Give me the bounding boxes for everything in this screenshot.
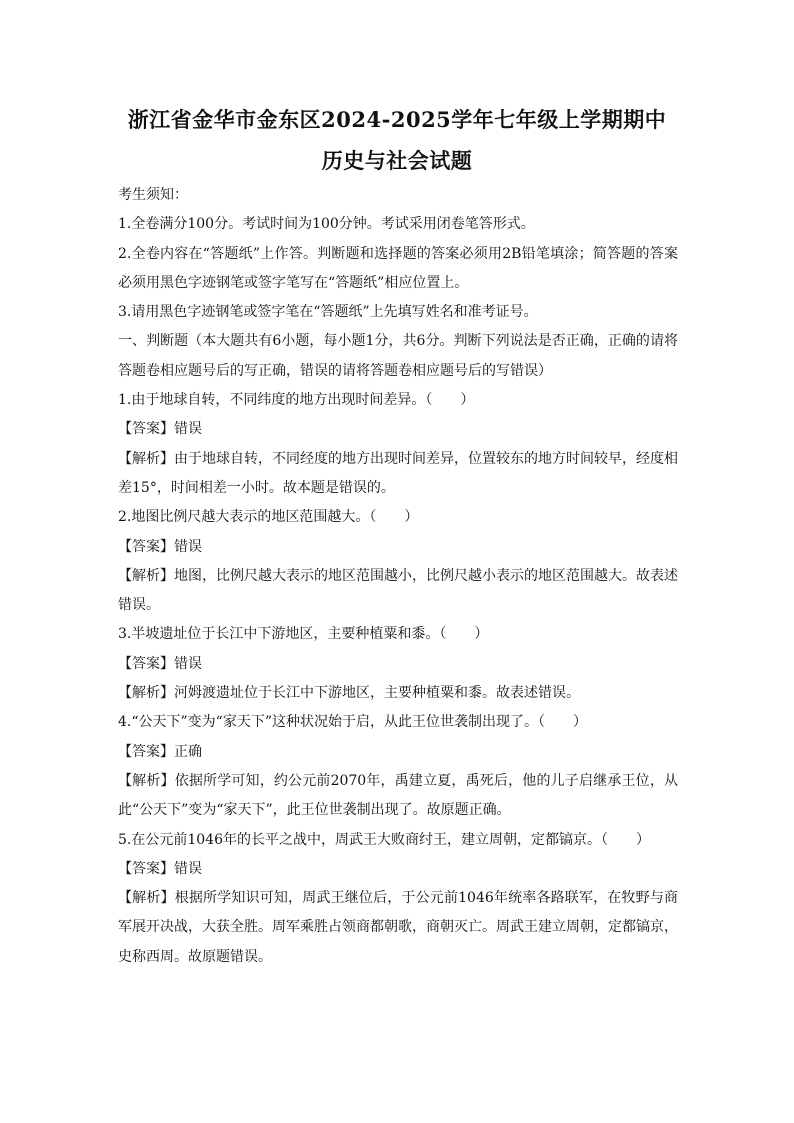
answer-tag: 【答案】: [118, 421, 174, 438]
analysis-tag: 【解析】: [118, 567, 174, 584]
answer-tag: 【答案】: [118, 655, 174, 672]
answer-tag: 【答案】: [118, 743, 174, 760]
answer-tag: 【答案】: [118, 538, 174, 555]
answer-line: [118, 415, 678, 444]
question-stem: 5.在公元前1046年的长平之战中，周武王大败商纣王，建立周朝，定都镐京。（ ）: [118, 831, 650, 848]
analysis-text: 依据所学可知，约公元前2070年，禹建立夏，禹死后，他的儿子启继承王位，从此“公天下”变为“家天下”，此王位世袭制出现了。故原题正确。: [118, 772, 678, 819]
analysis-tag: 【解析】: [118, 450, 174, 467]
analysis-tag: 【解析】: [118, 685, 174, 702]
analysis-text: 由于地球自转，不同经度的地方出现时间差异，位置较东的地方时间较早，经度相差15°，时间相差一小时。故本题是错误的。: [118, 450, 678, 496]
question-stem: 1.由于地球自转，不同纬度的地方出现时间差异。（ ）: [118, 392, 475, 409]
analysis-line: [118, 767, 678, 826]
section-heading: 一、判断题（本大题共有6小题，每小题1分，共6分。判断下列说法是否正确，正确的请将答题卷相应题号后的写正确，错误的请将答题卷相应题号后的写错误）: [118, 333, 678, 379]
answer-line: [118, 650, 678, 679]
notice-item: 1.全卷满分100分。考试时间为100分钟。考试采用闭卷笔答形式。: [118, 216, 535, 233]
document-subtitle: 历史与社会试题: [321, 148, 473, 173]
question-stem: 2.地图比例尺越大表示的地区范围越大。（ ）: [118, 509, 419, 526]
analysis-line: [118, 679, 678, 708]
analysis-line: [118, 445, 678, 504]
answer-line: [118, 738, 678, 767]
analysis-text: 河姆渡遗址位于长江中下游地区，主要种植粟和黍。故表述错误。: [174, 685, 580, 702]
answer-value: 错误: [174, 655, 202, 672]
notice-item: 3.请用黑色字迹钢笔或签字笔在“答题纸”上先填写姓名和准考证号。: [118, 304, 538, 321]
analysis-text: 地图，比例尺越大表示的地区范围越小，比例尺越小表示的地区范围越大。故表述错误。: [118, 567, 678, 614]
answer-value: 正确: [174, 743, 202, 760]
analysis-tag: 【解析】: [118, 890, 175, 907]
answer-line: [118, 855, 678, 884]
question-stem: 4.“公天下”变为“家天下”这种状况始于启，从此王位世袭制出现了。（ ）: [118, 714, 587, 731]
answer-value: 错误: [174, 538, 202, 555]
answer-line: [118, 533, 678, 562]
document-title: 浙江省金华市金东区2024-2025学年七年级上学期期中: [127, 107, 667, 132]
analysis-tag: 【解析】: [118, 772, 175, 789]
notice-item: 2.全卷内容在“答题纸”上作答。判断题和选择题的答案必须用2B铅笔填涂；简答题的答案必须用黑色字迹钢笔或签字笔写在“答题纸”相应位置上。: [118, 245, 678, 291]
answer-value: 错误: [174, 421, 202, 438]
question-stem: 3.半坡遗址位于长江中下游地区，主要种植粟和黍。（ ）: [118, 626, 489, 643]
analysis-text: 根据所学知识可知，周武王继位后，于公元前1046年统率各路联军，在牧野与商军展开决战，大获全胜。周军乘胜占领商都朝歌，商朝灭亡。周武王建立周朝，定都镐京，史称西周。故原题错误。: [118, 890, 678, 965]
notice-heading: 考生须知：: [118, 187, 188, 203]
analysis-line: [118, 562, 678, 621]
answer-value: 错误: [174, 860, 202, 877]
analysis-line: [118, 884, 678, 972]
answer-tag: 【答案】: [118, 860, 174, 877]
document-body: [118, 181, 678, 972]
